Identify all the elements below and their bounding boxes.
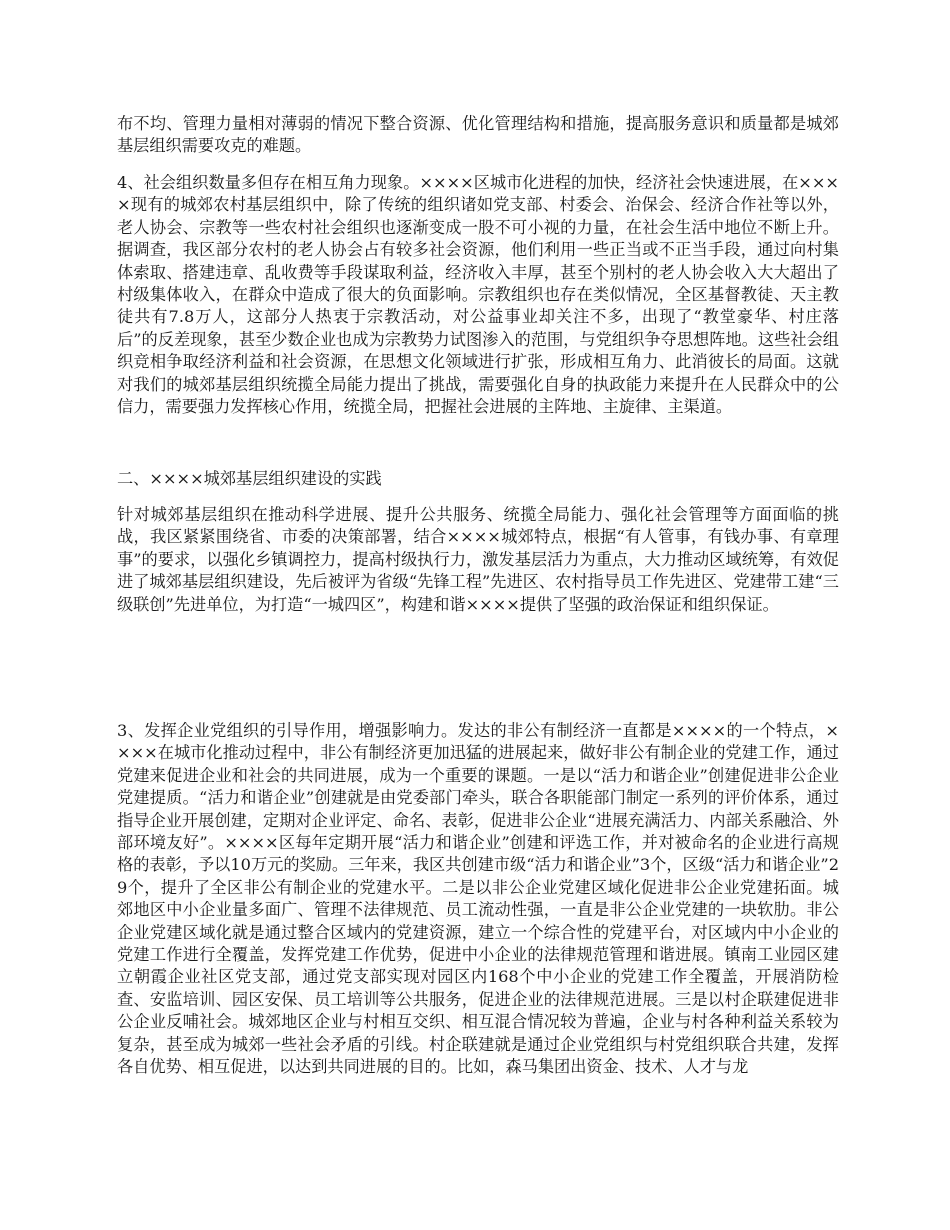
paragraph-practice-intro: 针对城郊基层组织在推动科学进展、提升公共服务、统揽全局能力、强化社会管理等方面面临的挑战，我区紧紧围绕省、市委的决策部署，结合××××城郊特点，根据“有人管事，有钱办事、有章理事”的要求，以强化乡镇调控力，提高村级执行力，激发基层活力为重点，大力推动区域统筹，有效促进了城郊基层组织建设，先后被评为省级“先锋工程”先进区、农村指导员工作先进区、党建带工建“三级联创”先进单位，为打造“一城四区”，构建和谐××××提供了坚强的政治保证和组织保证。	[117, 505, 839, 614]
paragraph-continuation: 布不均、管理力量相对薄弱的情况下整合资源、优化管理结构和措施，提高服务意识和质量都是城郊基层组织需要攻克的难题。	[117, 114, 839, 156]
paragraph-social-organizations: 4、社会组织数量多但存在相互角力现象。××××区城市化进程的加快，经济社会快速进展，在××××现有的城郊农村基层组织中，除了传统的组织诸如党支部、村委会、治保会、经济合作社等以外，老人协会、宗教等一些农村社会组织也逐渐变成一股不可小视的力量，在社会生活中地位不断上升。据调查，我区部分农村的老人协会占有较多社会资源，他们利用一些正当或不正当手段，通过向村集体索取、搭建违章、乱收费等手段谋取利益，经济收入丰厚，甚至个别村的老人协会收入大大超出了村级集体收入，在群众中造成了很大的负面影响。宗教组织也存在类似情况，全区基督教徒、天主教徒共有7.8万人，这部分人热衷于宗教活动，对公益事业却关注不多，出现了“教堂豪华、村庄落后”的反差现象，甚至少数企业也成为宗教势力试图渗入的范围，与党组织争夺思想阵地。这些社会组织竞相争取经济利益和社会资源，在思想文化领域进行扩张，形成相互角力、此消彼长的局面。这就对我们的城郊基层组织统揽全局能力提出了挑战，需要强化自身的执政能力来提升在人民群众中的公信力，需要强力发挥核心作用，统揽全局，把握社会进展的主阵地、主旋律、主渠道。	[117, 173, 839, 417]
paragraph-enterprise-party: 3、发挥企业党组织的引导作用，增强影响力。发达的非公有制经济一直都是××××的一个特点，××××在城市化推动过程中，非公有制经济更加迅猛的进展起来，做好非公有制企业的党建工作，通过党建来促进企业和社会的共同进展，成为一个重要的课题。一是以“活力和谐企业”创建促进非公企业党建提质。“活力和谐企业”创建就是由党委部门牵头，联合各职能部门制定一系列的评价体系，通过指导企业开展创建，定期对企业评定、命名、表彰，促进非公企业“进展充满活力、内部关系融洽、外部环境友好”。××××区每年定期开展“活力和谐企业”创建和评选工作，并对被命名的企业进行高规格的表彰，予以10万元的奖励。三年来，我区共创建市级“活力和谐企业”3个，区级“活力和谐企业”29个，提升了全区非公有制企业的党建水平。二是以非公企业党建区域化促进非公企业党建拓面。城郊地区中小企业量多面广、管理不法律规范、员工流动性强，一直是非公企业党建的一块软肋。非公企业党建区域化就是通过整合区域内的党建资源，建立一个综合性的党建平台，对区域内中小企业的党建工作进行全覆盖，发挥党建工作优势，促进中小企业的法律规范管理和谐进展。镇南工业园区建立朝霞企业社区党支部，通过党支部实现对园区内168个中小企业的党建工作全覆盖，开展消防检查、安监培训、园区安保、员工培训等公共服务，促进企业的法律规范进展。三是以村企联建促进非公企业反哺社会。城郊地区企业与村相互交织、相互混合情况较为普遍，企业与村各种利益关系较为复杂，甚至成为城郊一些社会矛盾的引线。村企联建就是通过企业党组织与村党组织联合共建，发挥各自优势、相互促进，以达到共同进展的目的。比如，森马集团出资金、技术、人才与龙	[117, 721, 839, 1077]
section-heading: 二、××××城郊基层组织建设的实践	[117, 469, 382, 488]
